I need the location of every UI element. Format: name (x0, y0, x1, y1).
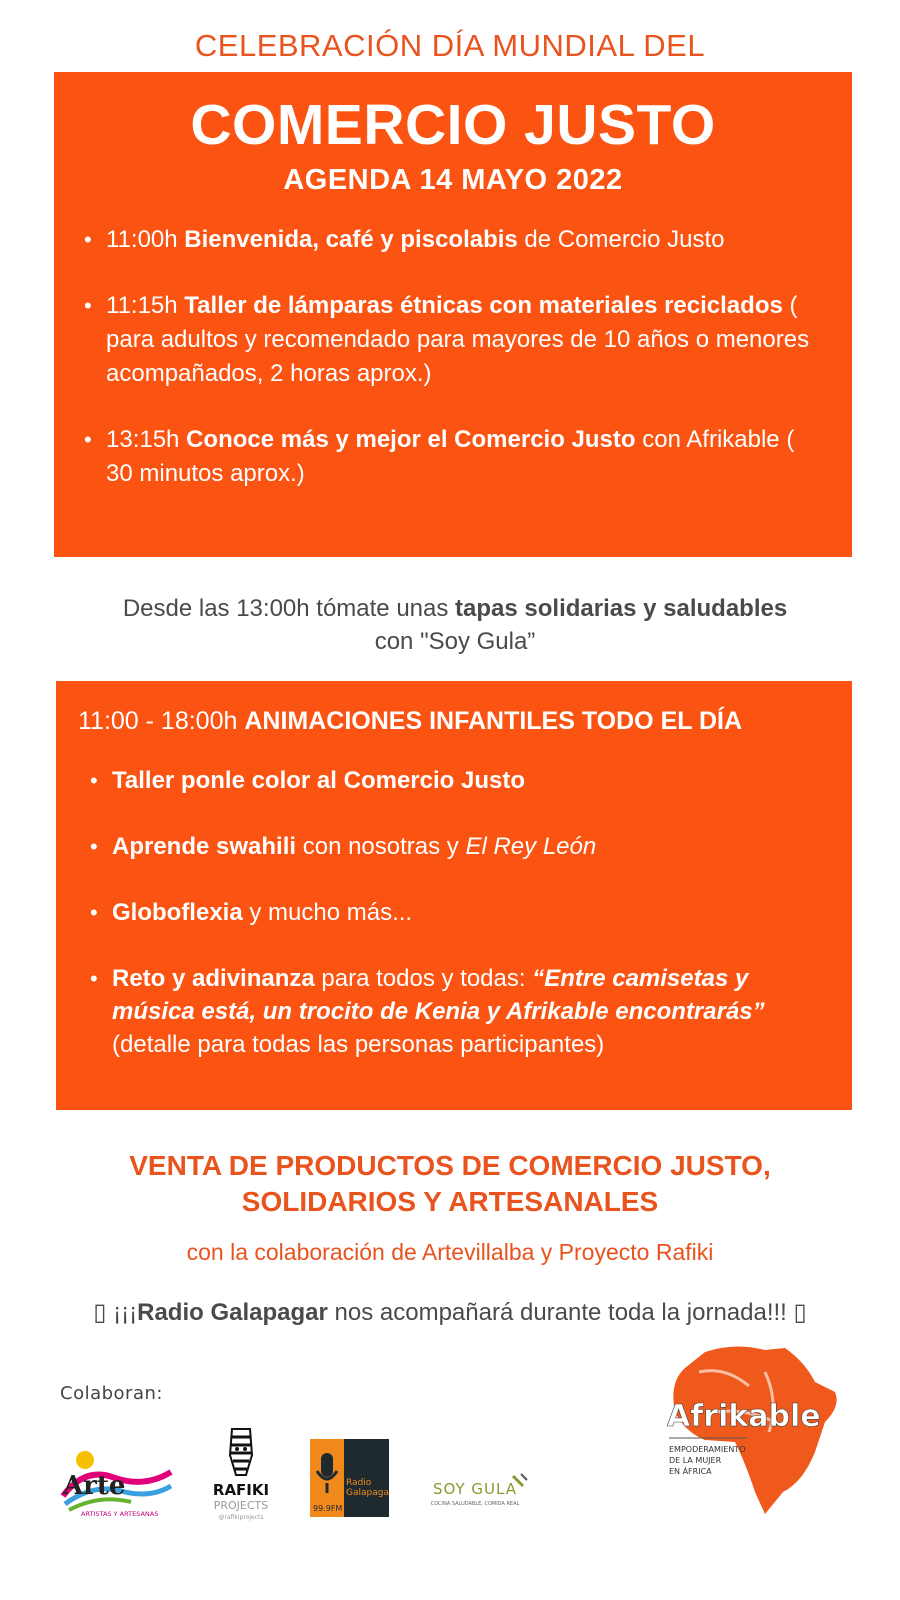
activity-item (90, 764, 824, 797)
soy-gula-logo (425, 1472, 535, 1508)
kids-heading (78, 707, 852, 736)
rafiki-handle: @rafikiprojects (218, 1514, 264, 1521)
agenda-time: 11:00h (106, 226, 185, 253)
agenda-item (84, 289, 822, 391)
artevillalba-name: Arte (63, 1471, 126, 1501)
activity-title: Globoflexia (112, 899, 243, 926)
afrikable-logo (665, 1342, 850, 1520)
soy-gula-tagline: COCINA SALUDABLE, COMIDA REAL (430, 1501, 520, 1507)
soy-gula-logo-graphic (425, 1472, 535, 1508)
kids-box (56, 681, 852, 1110)
agenda-detail: con Afrikable ( 30 minutos aprox.) (106, 426, 795, 487)
activity-item (90, 896, 824, 929)
kids-time: 11:00 - 18:00h (78, 707, 245, 735)
rafiki-sub: PROJECTS (213, 1499, 269, 1512)
rafiki-logo (206, 1425, 276, 1525)
radio-note (0, 1298, 900, 1327)
agenda-date: AGENDA 14 MAYO 2022 (283, 164, 623, 196)
tapas-prefix: Desde las 13:00h tómate unas (122, 595, 456, 622)
activity-tail: (detalle para todas las personas participantes) (112, 1031, 605, 1058)
tapas-highlight: tapas solidarias y saludables (455, 595, 788, 622)
page-title: COMERCIO JUSTO (190, 93, 716, 157)
afrikable-name: Afrikable (667, 1399, 821, 1434)
sales-heading (0, 1148, 900, 1220)
agenda-time: 13:15h (106, 426, 187, 453)
activities-list (56, 764, 852, 1061)
agenda-time: 11:15h (106, 292, 185, 319)
microphone-icon (310, 1439, 389, 1517)
rafiki-logo-graphic (206, 1425, 276, 1525)
tapas-note (60, 592, 850, 658)
agenda-detail: ( para adultos y recomendado para mayores de 10 años o menores acompañados, 2 horas aprox.) (106, 292, 810, 387)
radio-galapagar-logo (310, 1439, 389, 1517)
africa-map-icon (665, 1342, 850, 1520)
radio-logo-line1: Radio (346, 1478, 372, 1488)
afrikable-line1: EMPODERAMIENTO (669, 1445, 746, 1454)
agenda-box (54, 72, 852, 557)
agenda-title: Conoce más y mejor el Comercio Justo (186, 426, 636, 453)
activity-italic: El Rey León (465, 833, 597, 860)
radio-rest: nos acompañará durante toda la jornada!!! ▯ (327, 1299, 807, 1326)
afrikable-line3: EN ÁFRICA (669, 1467, 712, 1476)
agenda-title: Bienvenida, café y piscolabis (184, 226, 518, 253)
activity-item (90, 962, 824, 1061)
pre-title: CELEBRACIÓN DÍA MUNDIAL DEL (194, 28, 706, 63)
activity-detail: con nosotras y (296, 833, 466, 860)
kids-title: ANIMACIONES INFANTILES TODO EL DÍA (244, 707, 743, 735)
radio-name: Radio Galapagar (137, 1299, 328, 1326)
activity-detail: para todos y todas: (314, 965, 533, 992)
sales-heading-line1: VENTA DE PRODUCTOS DE COMERCIO JUSTO, (129, 1150, 771, 1181)
activity-title: Taller ponle color al Comercio Justo (112, 767, 525, 794)
radio-freq: 99.9FM (313, 1504, 343, 1513)
agenda-item (84, 423, 822, 491)
artevillalba-logo-graphic (55, 1448, 177, 1518)
afrikable-line2: DE LA MUJER (669, 1456, 722, 1465)
activity-title: Aprende swahili (112, 833, 297, 860)
radio-logo-line2: Galapagar (346, 1488, 389, 1498)
activity-detail: y mucho más... (242, 899, 413, 926)
agenda-list (54, 223, 852, 491)
soy-gula-name: SOY GULA (432, 1480, 518, 1498)
rafiki-name: RAFIKI (212, 1481, 270, 1499)
agenda-title: Taller de lámparas étnicas con materiales reciclados (184, 292, 783, 319)
artevillalba-tagline: ARTISTAS Y ARTESANAS (81, 1510, 159, 1518)
collaborators-label: Colaboran: (60, 1383, 163, 1404)
radio-prefix: ▯ ¡¡¡ (93, 1299, 138, 1326)
riddle-text: “Entre camisetas y música está, un trocito de Kenia y Afrikable encontrarás” (112, 965, 765, 1025)
agenda-detail: de Comercio Justo (517, 226, 725, 253)
activity-title: Reto y adivinanza (112, 965, 315, 992)
tapas-line2: con "Soy Gula” (374, 628, 536, 655)
sales-collab: con la colaboración de Artevillalba y Proyecto Rafiki (186, 1239, 714, 1265)
activity-item (90, 830, 824, 863)
artevillalba-logo (55, 1448, 177, 1518)
agenda-item (84, 223, 822, 257)
sales-heading-line2: SOLIDARIOS Y ARTESANALES (241, 1186, 659, 1217)
